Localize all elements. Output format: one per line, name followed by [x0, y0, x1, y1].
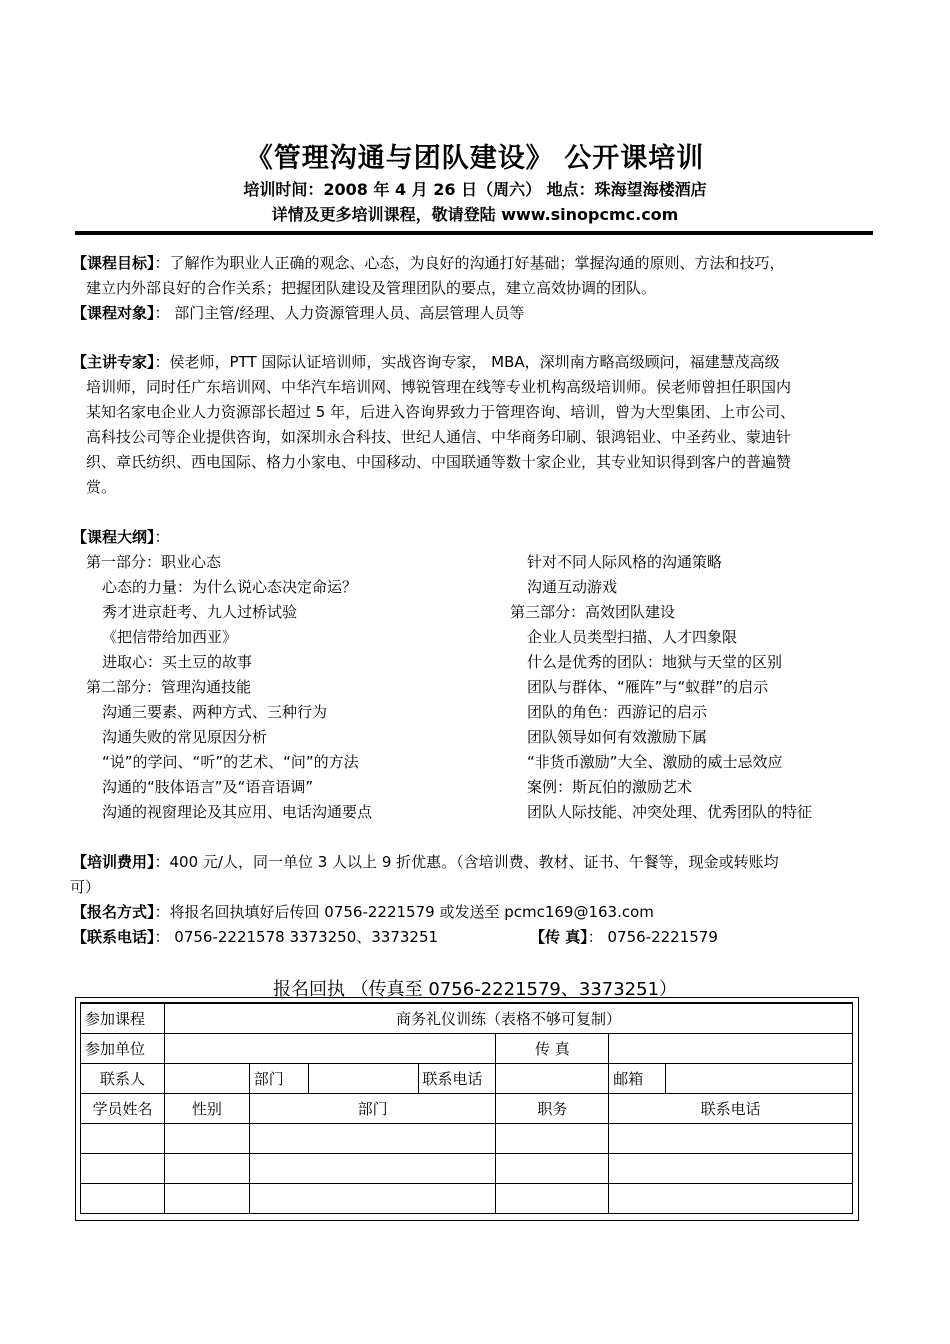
- training-fee-label: 【培训费用】: [72, 853, 155, 871]
- unit-label-cell: 参加单位: [81, 1034, 165, 1064]
- outline-left-item: 沟通失败的常见原因分析: [102, 728, 268, 746]
- attendee-phone-cell[interactable]: [609, 1124, 853, 1154]
- attendee-name-cell[interactable]: [81, 1184, 165, 1214]
- contact-person-label-cell: 联系人: [81, 1064, 165, 1094]
- header-phone-cell: 联系电话: [609, 1094, 853, 1124]
- training-fee-line2: 可）: [70, 878, 101, 896]
- dept-label-cell: 部门: [249, 1064, 308, 1094]
- attendee-position-cell[interactable]: [496, 1184, 609, 1214]
- outline-left-item: 沟通的“肢体语言”及“语音语调”: [102, 778, 314, 796]
- training-fee-line1: 【培训费用】：400 元/人，同一单位 3 人以上 9 折优惠。（含培训费、教材、证书、午餐等，现金或转账均: [72, 853, 779, 871]
- course-audience: 【课程对象】： 部门主管/经理、人力资源管理人员、高层管理人员等: [72, 304, 525, 322]
- attendee-phone-cell[interactable]: [609, 1154, 853, 1184]
- attendee-dept-cell[interactable]: [249, 1154, 496, 1184]
- website-line: 详情及更多培训课程，敬请登陆 www.sinopcmc.com: [271, 205, 679, 224]
- contact-person-input-cell[interactable]: [164, 1064, 249, 1094]
- outline-label: 【课程大纲】: [72, 528, 155, 546]
- course-goal-line1: 【课程目标】：了解作为职业人正确的观念、心态，为良好的沟通打好基础；掌握沟通的原则、方法和技巧，: [72, 254, 785, 272]
- outline-heading: 【课程大纲】：: [72, 528, 170, 546]
- attendee-name-cell[interactable]: [81, 1154, 165, 1184]
- attendee-gender-cell[interactable]: [164, 1124, 249, 1154]
- expert-line5: 织、章氏纺织、西电国际、格力小家电、中国移动、中国联通等数十家企业，其专业知识得到客户的普遍赞: [86, 453, 792, 471]
- training-time-location: 培训时间：2008 年 4 月 26 日（周六） 地点：珠海望海楼酒店: [243, 180, 707, 199]
- outline-left-item: 第二部分：管理沟通技能: [86, 678, 252, 696]
- attendee-gender-cell[interactable]: [164, 1184, 249, 1214]
- expert-line2: 培训师，同时任广东培训网、中华汽车培训网、博锐管理在线等专业机构高级培训师。侯老师曾担任职国内: [86, 378, 792, 396]
- registration-form-table: [80, 1002, 853, 1214]
- email-label-cell: 邮箱: [609, 1064, 666, 1094]
- outline-right-item: 什么是优秀的团队：地狱与天堂的区别: [527, 653, 783, 671]
- outline-right-item: 第三部分：高效团队建设: [510, 603, 676, 621]
- document-title: 《管理沟通与团队建设》 公开课培训: [245, 143, 705, 174]
- expert-line3: 某知名家电企业人力资源部长超过 5 年，后进入咨询界致力于管理咨询、培训，曾为大型集团、上市公司、: [86, 403, 796, 421]
- outline-right-item: “非货币激励”大全、激励的威士忌效应: [527, 753, 783, 771]
- fax-number: 【传 真】： 0756-2221579: [530, 928, 718, 946]
- phone-input-cell[interactable]: [496, 1064, 609, 1094]
- outline-right-item: 案例：斯瓦伯的激励艺术: [527, 778, 693, 796]
- attendee-position-cell[interactable]: [496, 1154, 609, 1184]
- registration-form-title: 报名回执 （传真至 0756-2221579、3373251）: [272, 979, 678, 1000]
- outline-right-item: 团队的角色：西游记的启示: [527, 703, 708, 721]
- attendee-name-cell[interactable]: [81, 1124, 165, 1154]
- table-row: [81, 1154, 853, 1184]
- header-divider: [75, 231, 873, 235]
- expert-line6: 赏。: [86, 478, 117, 496]
- fax-label-cell: 传 真: [496, 1034, 609, 1064]
- outline-left-item: 秀才进京赶考、九人过桥试验: [102, 603, 298, 621]
- contact-phone: 【联系电话】： 0756-2221578 3373250、3373251: [72, 928, 439, 946]
- email-input-cell[interactable]: [666, 1064, 853, 1094]
- outline-left-item: 第一部分：职业心态: [86, 553, 222, 571]
- course-audience-label: 【课程对象】: [72, 304, 155, 322]
- outline-right-item: 沟通互动游戏: [527, 578, 618, 596]
- unit-input-cell[interactable]: [164, 1034, 496, 1064]
- contact-phone-label: 【联系电话】: [72, 928, 155, 946]
- header-dept-cell: 部门: [249, 1094, 496, 1124]
- header-position-cell: 职务: [496, 1094, 609, 1124]
- outline-left-item: 心态的力量：为什么说心态决定命运？: [102, 578, 358, 596]
- outline-right-item: 团队与群体、“雁阵”与“蚁群”的启示: [527, 678, 769, 696]
- dept-input-cell[interactable]: [308, 1064, 418, 1094]
- attendee-gender-cell[interactable]: [164, 1154, 249, 1184]
- course-value-cell[interactable]: 商务礼仪训练（表格不够可复制）: [164, 1003, 852, 1034]
- outline-left-item: 《把信带给加西亚》: [102, 628, 238, 646]
- expert-label: 【主讲专家】: [72, 353, 155, 371]
- table-row: [81, 1184, 853, 1214]
- outline-right-item: 团队人际技能、冲突处理、优秀团队的特征: [527, 803, 813, 821]
- outline-right-item: 针对不同人际风格的沟通策略: [527, 553, 723, 571]
- table-row: [81, 1124, 853, 1154]
- course-goal-label: 【课程目标】: [72, 254, 155, 272]
- signup-method: 【报名方式】：将报名回执填好后传回 0756-2221579 或发送至 pcmc169@163.com: [72, 903, 654, 921]
- phone-label-cell: 联系电话: [418, 1064, 496, 1094]
- outline-right-item: 团队领导如何有效激励下属: [527, 728, 708, 746]
- expert-line1: 【主讲专家】：侯老师，PTT 国际认证培训师，实战咨询专家， MBA，深圳南方略高级顾问，福建慧茂高级: [72, 353, 780, 371]
- header-name-cell: 学员姓名: [81, 1094, 165, 1124]
- outline-left-item: 进取心：买土豆的故事: [102, 653, 253, 671]
- header-gender-cell: 性别: [164, 1094, 249, 1124]
- outline-left-item: “说”的学问、“听”的艺术、“问”的方法: [102, 753, 359, 771]
- attendee-position-cell[interactable]: [496, 1124, 609, 1154]
- course-label-cell: 参加课程: [81, 1003, 165, 1034]
- fax-input-cell[interactable]: [609, 1034, 853, 1064]
- outline-right-item: 企业人员类型扫描、人才四象限: [527, 628, 738, 646]
- outline-left-item: 沟通的视窗理论及其应用、电话沟通要点: [102, 803, 373, 821]
- signup-method-label: 【报名方式】: [72, 903, 155, 921]
- expert-line4: 高科技公司等企业提供咨询，如深圳永合科技、世纪人通信、中华商务印刷、银鸿铝业、中圣药业、蒙迪针: [86, 428, 792, 446]
- outline-left-item: 沟通三要素、两种方式、三种行为: [102, 703, 328, 721]
- course-goal-line2: 建立内外部良好的合作关系；把握团队建设及管理团队的要点，建立高效协调的团队。: [86, 279, 657, 297]
- fax-label: 【传 真】: [530, 928, 588, 946]
- attendee-dept-cell[interactable]: [249, 1124, 496, 1154]
- attendee-dept-cell[interactable]: [249, 1184, 496, 1214]
- attendee-phone-cell[interactable]: [609, 1184, 853, 1214]
